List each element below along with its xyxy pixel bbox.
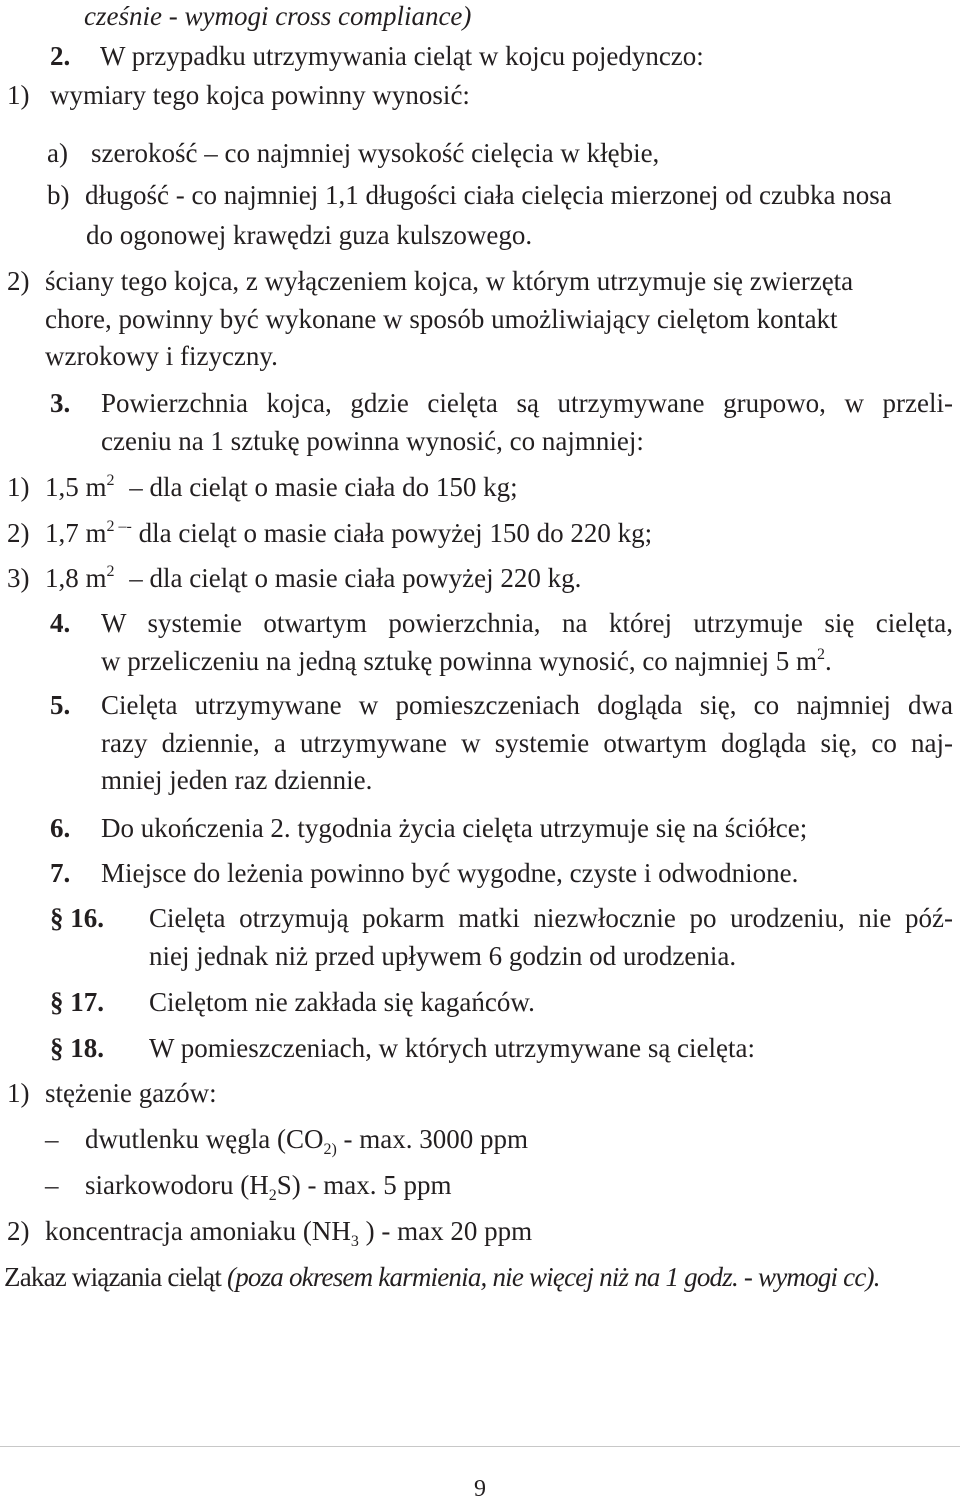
page-number: 9 (474, 1476, 486, 1502)
area-value: 1,5 m (45, 472, 107, 502)
list-item (45, 1124, 529, 1158)
list-item (7, 472, 518, 502)
item-text: W pomieszczeniach, w których utrzymywane są cielęta: (149, 1033, 755, 1063)
line-text: wzrokowy i fizyczny. (45, 341, 278, 371)
line-text: czeniu na 1 sztukę powinna wynosić, co najmniej: (101, 426, 644, 456)
formula-text: siarkowodoru (H (85, 1170, 269, 1200)
text-line (101, 390, 953, 417)
item-number: 2. (50, 41, 71, 71)
text-line (101, 648, 832, 675)
line-text: cześnie - wymogi cross compliance) (84, 1, 472, 31)
line-text: Cielęta utrzymywane w pomieszczeniach dogląda się, co najmniej dwa (101, 690, 953, 720)
line-text: Powierzchnia kojca, gdzie cielęta są utrzymywane grupowo, w przeli- (101, 388, 953, 418)
list-item (50, 390, 70, 417)
item-text: ściany tego kojca, z wyłączeniem kojca, w którym utrzymuje się zwierzęta (45, 266, 854, 296)
superscript: 2 (817, 646, 826, 663)
line-text: chore, powinny być wykonane w sposób umożliwiający cielętom kontakt (45, 304, 838, 334)
line-text: niej jednak niż przed upływem 6 godzin od urodzenia. (149, 941, 737, 971)
subscript: 2) (323, 1141, 337, 1158)
text-line (101, 428, 644, 455)
text-line (86, 222, 532, 249)
section-number: § 18. (50, 1033, 104, 1063)
list-item (7, 266, 854, 296)
item-text: Do ukończenia 2. tygodnia życia cielęta utrzymuje się na ściółce; (101, 813, 808, 843)
item-number: 1) (7, 1078, 30, 1108)
item-number: 3) (7, 563, 30, 593)
text-line (101, 730, 953, 757)
list-item (7, 1078, 217, 1108)
list-item (50, 813, 808, 843)
item-number: 6. (50, 813, 71, 843)
list-item (45, 1170, 452, 1204)
formula-text: ) - max 20 ppm (358, 1216, 533, 1246)
section-number: § 17. (50, 987, 104, 1017)
item-number: 2) (7, 1216, 30, 1246)
item-text: W przypadku utrzymywania cieląt w kojcu pojedynczo: (100, 41, 704, 71)
area-description: dla cieląt o masie ciała do 150 kg; (149, 472, 518, 502)
formula-text: - max. 3000 ppm (336, 1124, 529, 1154)
text-line (101, 767, 372, 794)
list-item (50, 610, 70, 637)
subscript: 2 (268, 1187, 277, 1204)
text-line (149, 905, 953, 932)
area-value: 1,7 m (45, 518, 107, 548)
text-line (101, 692, 953, 719)
list-item (50, 858, 799, 888)
dash-bullet: – (45, 1170, 59, 1200)
item-text: Miejsce do leżenia powinno być wygodne, czyste i odwodnione. (101, 858, 799, 888)
area-description: dla cieląt o masie ciała powyżej 150 do 220 kg; (138, 518, 653, 548)
item-number: 2) (7, 518, 30, 548)
list-item (7, 80, 470, 110)
formula-text: koncentracja amoniaku (NH (45, 1216, 351, 1246)
paragraph-item (50, 1033, 755, 1063)
item-number: 5. (50, 690, 71, 720)
footer-divider (0, 1446, 960, 1447)
item-number: 4. (50, 608, 71, 638)
area-value: 1,8 m (45, 563, 107, 593)
superscript: 2 (106, 472, 115, 489)
item-text: stężenie gazów: (45, 1078, 217, 1108)
line-text: Cielęta otrzymują pokarm matki niezwłocznie po urodzeniu, nie póź- (149, 903, 953, 933)
item-text: 1,5 $m^2$ – dla cieląt o masie ciała do 150 kg; (45, 472, 518, 502)
text-line (149, 943, 736, 970)
line-text: mniej jeden raz dziennie. (101, 765, 373, 795)
line-text: razy dziennie, a utrzymywane w systemie otwartym dogląda się, co naj- (101, 728, 953, 758)
line-text: do ogonowej krawędzi guza kulszowego. (86, 220, 533, 250)
item-text: szerokość – co najmniej wysokość cielęcia w kłębie, (91, 138, 660, 168)
item-number: 1) (7, 80, 30, 110)
line-text: Zakaz wiązania cieląt (4, 1262, 227, 1292)
item-number: 1) (7, 472, 30, 502)
formula-text: S) - max. 5 ppm (276, 1170, 452, 1200)
superscript: 2 (106, 563, 115, 580)
item-text: długość - co najmniej 1,1 długości ciała cielęcia mierzonej od czubka nosa (85, 180, 892, 210)
item-text (45, 1216, 533, 1250)
item-text: wymiary tego kojca powinny wynosić: (50, 80, 470, 110)
item-text: Cielętom nie zakłada się kagańców. (149, 987, 535, 1017)
item-number: 2) (7, 266, 30, 296)
paragraph-item (50, 987, 535, 1017)
line-text: w przeliczeniu na jedną sztukę powinna wynosić, co najmniej 5 m (101, 646, 818, 676)
section-number: § 16. (50, 903, 104, 933)
item-text: 1,8 $m^2$ – dla cieląt o masie ciała powyżej 220 kg. (45, 563, 582, 593)
line-text: . (825, 646, 832, 676)
list-item (7, 518, 653, 548)
list-item (7, 563, 582, 593)
item-text (85, 1170, 452, 1204)
text-line (4, 1264, 880, 1291)
dash-bullet: – (45, 1124, 59, 1154)
text-line (45, 306, 838, 333)
line-text: W systemie otwartym powierzchnia, na której utrzymuje się cielęta, (101, 608, 953, 638)
superscript: 2 –- (106, 518, 132, 535)
item-number: b) (47, 180, 70, 210)
item-number: 3. (50, 388, 71, 418)
list-item (50, 692, 70, 719)
area-description: dla cieląt o masie ciała powyżej 220 kg. (149, 563, 582, 593)
list-item (50, 41, 704, 71)
list-item (47, 138, 660, 168)
list-item (47, 180, 892, 210)
subscript: 3 (350, 1233, 359, 1250)
text-line (84, 3, 471, 30)
item-number: a) (47, 138, 68, 168)
paragraph-item (50, 905, 104, 932)
item-text (85, 1124, 529, 1158)
item-number: 7. (50, 858, 71, 888)
item-text (45, 520, 652, 547)
text-line (45, 343, 278, 370)
text-line (101, 610, 953, 637)
line-text-italic: (poza okresem karmienia, nie więcej niż na 1 godz. - wymogi cc). (227, 1262, 880, 1292)
list-item (7, 1216, 533, 1250)
formula-text: dwutlenku węgla (CO (85, 1124, 324, 1154)
